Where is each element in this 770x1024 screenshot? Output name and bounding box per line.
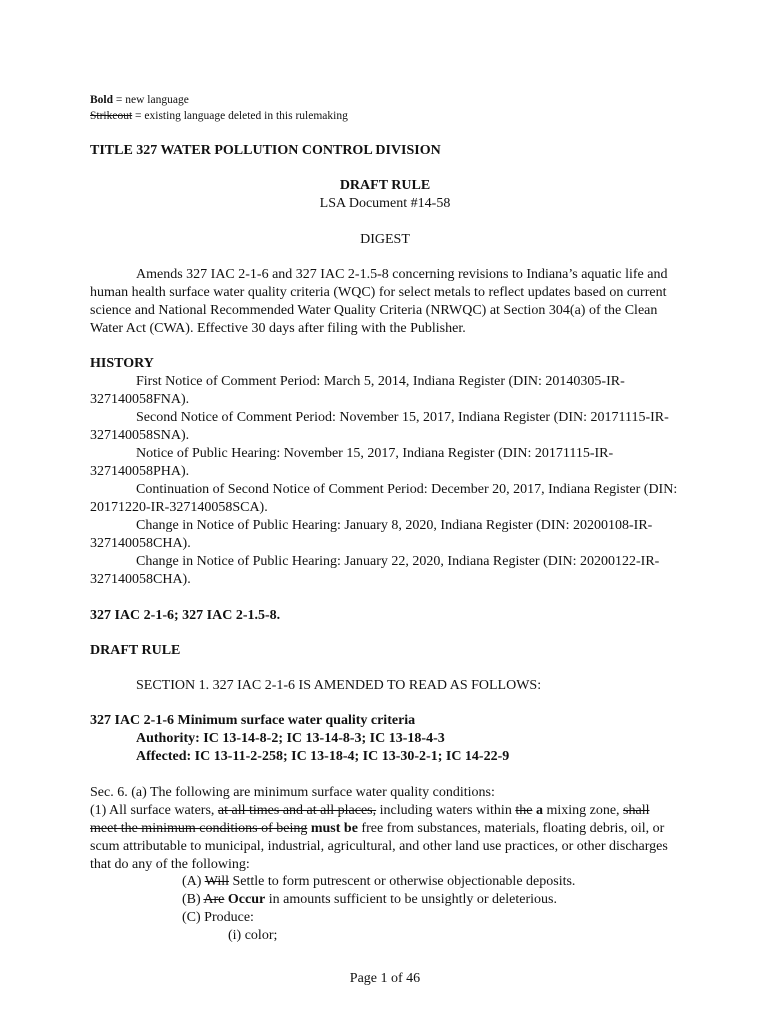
- deleted-text: shall meet the minimum conditions of being: [90, 803, 650, 836]
- item-1-text: (1) All surface waters,: [90, 803, 218, 818]
- item-b: [90, 891, 770, 909]
- digest-text: Amends 327 IAC 2-1-6 and 327 IAC 2-1.5-8 concerning revisions to Indiana’s aquatic life and human health surface water quality criteria (WQC) for select metals to reflect updates based on current science and National Recommended Water Quality Criteria (NRWQC) at Section 304(a) of the Clean Water Act (CWA). Effective 30 days after filing with the Publisher.: [90, 267, 668, 336]
- item-1-text: free from substances, materials, floating debris, oil, or scum attributable to municipal, industrial, agricultural, and other land use practices, or other discharges that do any of the following:: [90, 821, 668, 872]
- new-text: Occur: [224, 892, 266, 907]
- lsa-document: LSA Document #14-58: [319, 196, 451, 211]
- item-1: [90, 802, 680, 874]
- authority-line: Authority: IC 13-14-8-2; IC 13-14-8-3; IC 13-18-4-3: [136, 731, 445, 746]
- legend-strike-desc: = existing language deleted in this rulemaking: [132, 109, 348, 122]
- page-number: Page 1 of 46: [349, 971, 421, 986]
- history-item: Continuation of Second Notice of Comment Period: December 20, 2017, Indiana Register (DIN: 20171220-IR-327140058SCA).: [90, 482, 678, 515]
- item-1-text: mixing zone,: [542, 803, 624, 818]
- digest-heading: DIGEST: [360, 232, 410, 247]
- draft-rule-heading-2: DRAFT RULE: [90, 643, 181, 658]
- legend-strike-term: Strikeout: [90, 109, 133, 122]
- history-heading: HISTORY: [90, 356, 154, 371]
- item-a-label: (A): [182, 874, 205, 889]
- new-text: must be: [307, 821, 358, 836]
- rule-heading: 327 IAC 2-1-6 Minimum surface water quality criteria: [90, 713, 416, 728]
- deleted-text: the: [515, 803, 533, 818]
- section-line: SECTION 1. 327 IAC 2-1-6 IS AMENDED TO READ AS FOLLOWS:: [136, 678, 542, 693]
- legend-bold-term: Bold: [90, 94, 114, 106]
- history-item: Notice of Public Hearing: November 15, 2017, Indiana Register (DIN: 20171115-IR-327140058PHA).: [90, 446, 614, 479]
- affected-line: Affected: IC 13-11-2-258; IC 13-18-4; IC 13-30-2-1; IC 14-22-9: [136, 749, 510, 764]
- item-c-i: (i) color;: [228, 928, 278, 943]
- history-item: Change in Notice of Public Hearing: January 22, 2020, Indiana Register (DIN: 20200122-IR-327140058CHA).: [90, 554, 660, 587]
- deleted-text: Will: [204, 874, 230, 889]
- item-b-text: in amounts sufficient to be unsightly or deleterious.: [265, 892, 557, 907]
- item-1-text: including waters within: [376, 803, 516, 818]
- item-a-text: Settle to form putrescent or otherwise objectionable deposits.: [229, 874, 576, 889]
- citation: 327 IAC 2-1-6; 327 IAC 2-1.5-8.: [90, 608, 281, 623]
- deleted-text: Are: [203, 892, 225, 907]
- legend-bold-desc: = new language: [113, 94, 189, 106]
- deleted-text: at all times and at all places,: [217, 803, 377, 818]
- history-list: [90, 373, 680, 589]
- document-title: TITLE 327 WATER POLLUTION CONTROL DIVISION: [90, 143, 441, 158]
- sec6-intro: Sec. 6. (a) The following are minimum surface water quality conditions:: [90, 785, 495, 800]
- item-a: [90, 873, 770, 891]
- history-item: First Notice of Comment Period: March 5, 2014, Indiana Register (DIN: 20140305-IR-327140058FNA).: [90, 374, 625, 407]
- new-text: a: [532, 803, 543, 818]
- item-b-label: (B): [182, 892, 204, 907]
- history-item: Change in Notice of Public Hearing: January 8, 2020, Indiana Register (DIN: 20200108-IR-327140058CHA).: [90, 518, 653, 551]
- draft-rule-heading: DRAFT RULE: [339, 178, 431, 193]
- legend: [90, 93, 348, 124]
- history-item: Second Notice of Comment Period: November 15, 2017, Indiana Register (DIN: 20171115-IR-327140058SNA).: [90, 410, 669, 443]
- item-c: (C) Produce:: [182, 910, 254, 925]
